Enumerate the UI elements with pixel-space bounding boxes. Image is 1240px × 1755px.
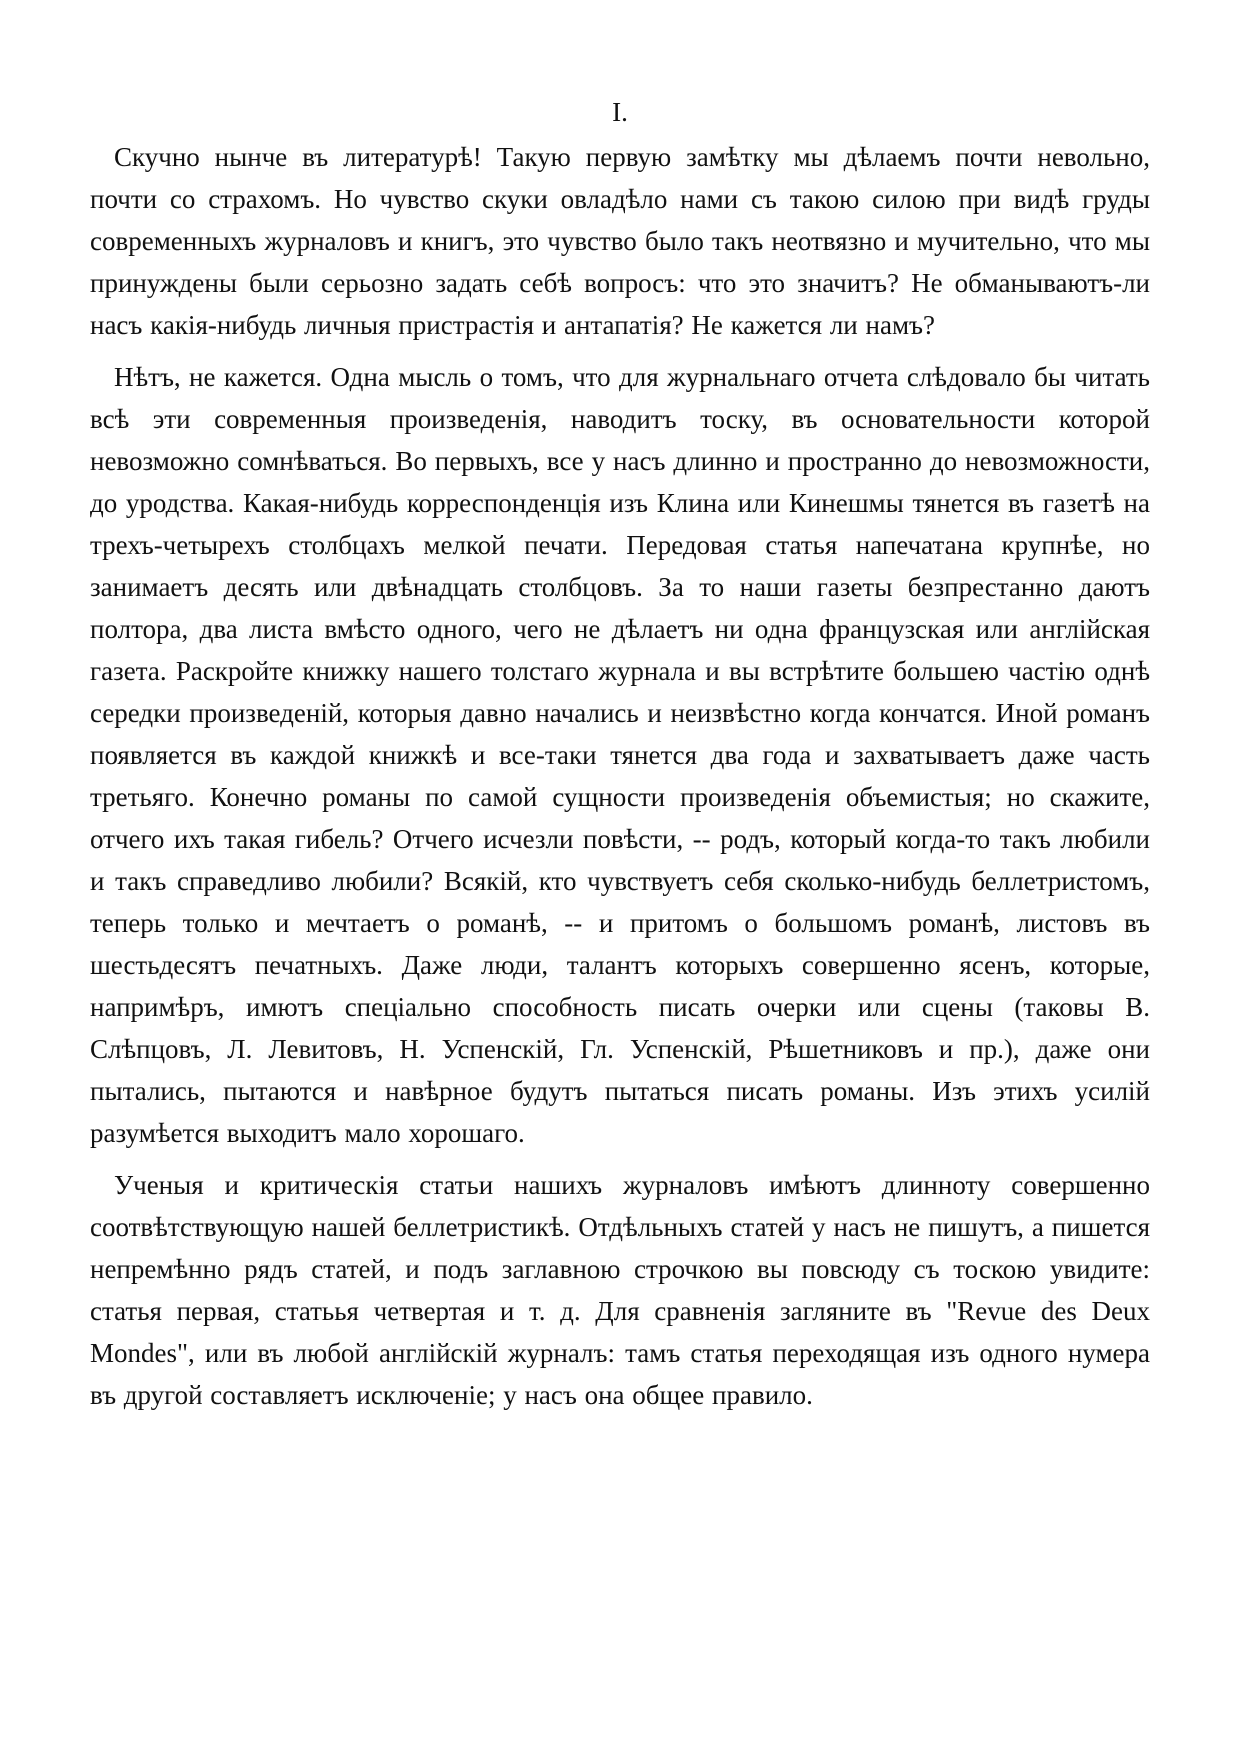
document-page: [90, 92, 1150, 1426]
section-heading: I.: [612, 97, 628, 127]
paragraph-1: Скучно нынче въ литературѣ! Такую первую замѣтку мы дѣлаемъ почти невольно, почти со страхомъ. Но чувство скуки овладѣло нами съ такою силою при видѣ груды современныхъ журналовъ и книгъ, это чувство было такъ неотвязно и мучительно, что мы принуждены были серьозно задать себѣ вопросъ: что это значитъ? Не обманываютъ-ли насъ какія-нибудь личныя пристрастія и антапатія? Не кажется ли намъ?: [90, 142, 1150, 340]
paragraph-3: Ученыя и критическія статьи нашихъ журналовъ имѣютъ длинноту совершенно соотвѣтствующую нашей беллетристикѣ. Отдѣльныхъ статей у насъ не пишутъ, а пишется непремѣнно рядъ статей, и подъ заглавною строчкою вы повсюду съ тоскою увидите: статья первая, статьья четвертая и т. д. Для сравненія загляните въ "Revue des Deux Mondes", или въ любой англійскій журналъ: тамъ статья переходящая изъ одного нумера въ другой составляетъ исключеніе; у насъ она общее правило.: [90, 1170, 1150, 1410]
paragraph-2: Нѣтъ, не кажется. Одна мысль о томъ, что для журнальнаго отчета слѣдовало бы читать всѣ эти современныя произведенія, наводитъ тоску, въ основательности которой невозможно сомнѣваться. Во первыхъ, все у насъ длинно и пространно до невозможности, до уродства. Какая-нибудь корреспонденція изъ Клина или Кинешмы тянется въ газетѣ на трехъ-четырехъ столбцахъ мелкой печати. Передовая статья напечатана крупнѣе, но занимаетъ десять или двѣнадцать столбцовъ. За то наши газеты безпрестанно даютъ полтора, два листа вмѣсто одного, чего не дѣлаетъ ни одна французская или англійская газета. Раскройте книжку нашего толстаго журнала и вы встрѣтите большею частію однѣ середки произведеній, которыя давно начались и неизвѣстно когда кончатся. Иной романъ появляется въ каждой книжкѣ и все-таки тянется два года и захватываетъ даже часть третьяго. Конечно романы по самой сущности произведенія объемистыя; но скажите, отчего ихъ такая гибель? Отчего исчезли повѣсти, -- родъ, который когда-то такъ любили и такъ справедливо любили? Всякій, кто чувствуетъ себя сколько-нибудь беллетристомъ, теперь только и мечтаетъ о романѣ, -- и притомъ о большомъ романѣ, листовъ въ шестьдесятъ печатныхъ. Даже люди, талантъ которыхъ совершенно ясенъ, которые, напримѣръ, имютъ спеціально способность писать очерки или сцены (таковы В. Слѣпцовъ, Л. Левитовъ, Н. Успенскій, Гл. Успенскій, Рѣшетниковъ и пр.), даже они пытались, пытаются и навѣрное будутъ пытаться писать романы. Изъ этихъ усилій разумѣется выходитъ мало хорошаго.: [90, 362, 1150, 1148]
